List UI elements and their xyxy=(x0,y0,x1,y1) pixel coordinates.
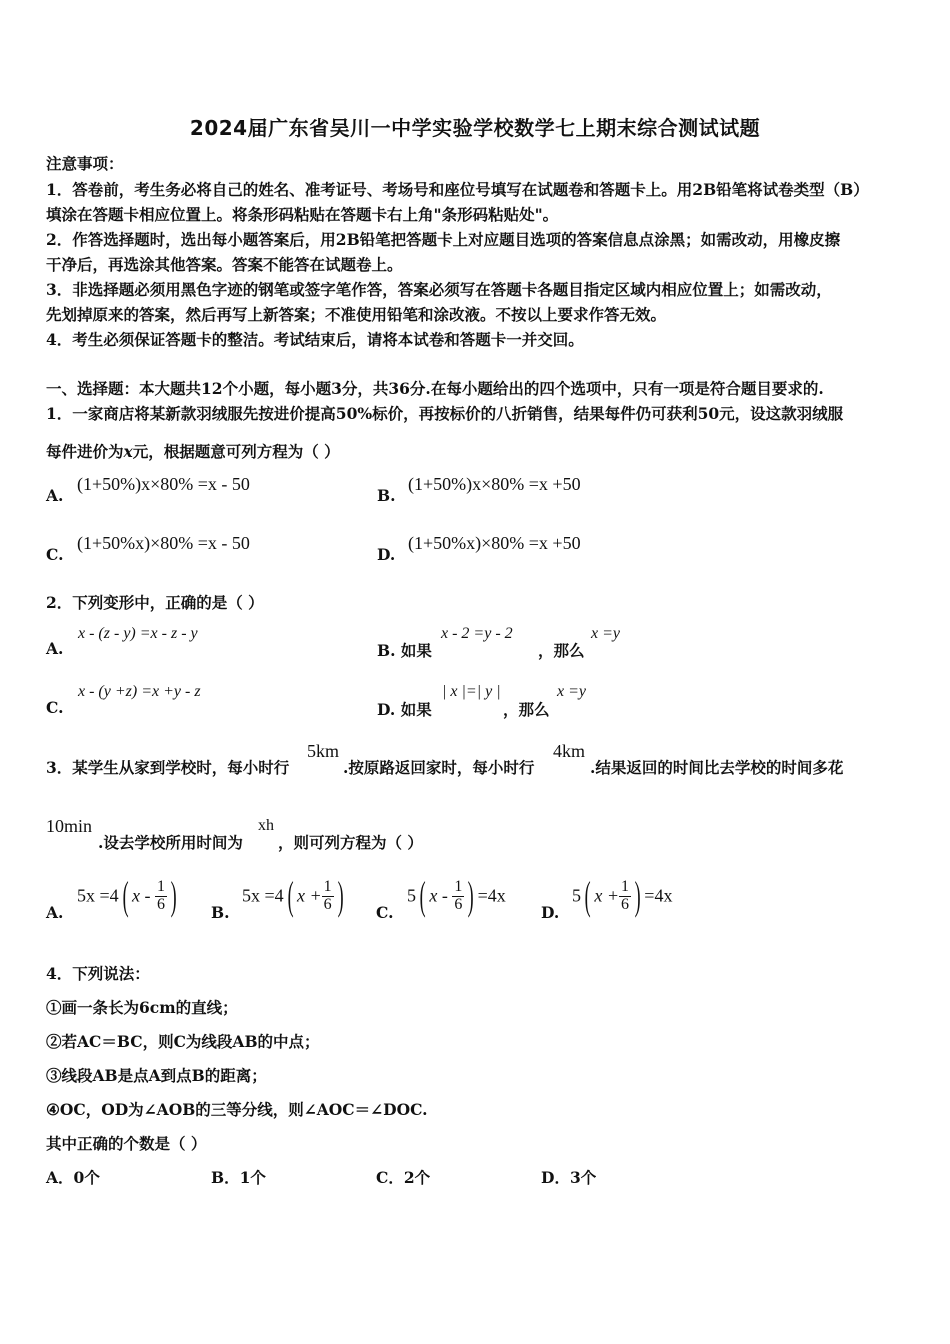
q3-stem-part5: ，则可列方程为（ ） xyxy=(278,833,423,852)
q3-option-d-label[interactable]: D. xyxy=(541,903,560,922)
q2-option-a-expr[interactable]: x - (z - y) =x - z - y xyxy=(78,625,198,642)
q3-d-paren-close: ) xyxy=(634,873,641,918)
q4-question: 其中正确的个数是（ ） xyxy=(46,1134,207,1153)
q3-b-numerator: 1 xyxy=(323,877,332,895)
q2-option-d-then: ，那么 xyxy=(503,700,550,719)
q1-variable: x xyxy=(123,442,133,461)
q1-option-c-expr[interactable]: (1+50%x)×80% =x - 50 xyxy=(77,533,250,553)
q3-stem-part3: .结果返回的时间比去学校的时间多花 xyxy=(590,758,844,777)
q4-stem: 4．下列说法： xyxy=(46,964,150,983)
q3-c-paren-close: ) xyxy=(467,873,474,918)
q3-stem-part1: 3．某学生从家到学校时，每小时行 xyxy=(46,758,290,777)
q3-d-denominator: 6 xyxy=(620,895,629,913)
q3-d-paren-open: ( xyxy=(584,873,591,918)
q4-statement-3: ③线段AB是点A到点B的距离； xyxy=(46,1066,267,1085)
page-title: 2024届广东省吴川一中学实验学校数学七上期末综合测试试题 xyxy=(189,116,761,140)
q3-a-paren-close: ) xyxy=(170,873,177,918)
notice-heading: 注意事项： xyxy=(46,154,124,173)
notice-line: 干净后，再选涂其他答案。答案不能答在试题卷上。 xyxy=(46,255,403,274)
q3-option-a-expr[interactable] xyxy=(77,873,180,918)
q3-c-left: 5 xyxy=(407,885,416,906)
q2-option-b-letter: B. xyxy=(377,641,396,660)
q3-b-inner: x + xyxy=(296,885,322,906)
q4-option-d-label: D． xyxy=(541,1168,570,1187)
q2-option-c-label[interactable]: C. xyxy=(46,698,64,717)
q2-option-a-label[interactable]: A. xyxy=(46,639,64,658)
q2-option-b-if: 如果 xyxy=(400,641,432,660)
q1-option-d-expr[interactable]: (1+50%x)×80% =x +50 xyxy=(408,533,581,553)
q2-option-b-label[interactable] xyxy=(377,639,432,661)
q4-option-c[interactable] xyxy=(376,1166,430,1188)
q3-stem-part2: .按原路返回家时，每小时行 xyxy=(343,758,535,777)
q2-option-d-label[interactable] xyxy=(377,698,432,720)
q4-statement-4: ④OC，OD为∠AOB的三等分线，则∠AOC＝∠DOC. xyxy=(46,1100,428,1119)
q3-option-a-label[interactable]: A. xyxy=(46,903,64,922)
q2-option-d-if: 如果 xyxy=(400,700,432,719)
q3-a-denominator: 6 xyxy=(156,895,165,913)
q3-b-left: 5x =4 xyxy=(242,885,284,906)
q3-a-fraction xyxy=(155,879,167,914)
q1-option-a-expr[interactable]: (1+50%)x×80% =x - 50 xyxy=(77,474,250,494)
q2-option-d-result[interactable]: x =y xyxy=(557,683,586,700)
q1-option-a-label[interactable]: A. xyxy=(46,486,64,505)
q3-speed-out: 5km xyxy=(307,741,340,761)
q3-d-right: =4x xyxy=(644,885,673,906)
q3-d-inner: x + xyxy=(594,885,619,906)
q4-option-d[interactable] xyxy=(541,1166,596,1188)
q4-statement-1: ①画一条长为6cm的直线； xyxy=(46,998,238,1017)
notice-line: 先划掉原来的答案，然后再写上新答案；不准使用铅笔和涂改液。不按以上要求作答无效。 xyxy=(46,305,667,324)
q3-speed-back: 4km xyxy=(553,741,586,761)
q3-option-c-expr[interactable] xyxy=(407,873,506,918)
q1-stem-text: 元，根据题意可列方程为（ ） xyxy=(132,442,340,461)
q2-option-b-condition[interactable]: x - 2 =y - 2 xyxy=(441,625,513,642)
q3-c-numerator: 1 xyxy=(454,877,463,895)
q1-stem-text: 每件进价为 xyxy=(46,442,124,461)
q3-a-paren-open: ( xyxy=(122,873,129,918)
q2-option-c-expr[interactable]: x - (y +z) =x +y - z xyxy=(78,683,201,700)
q4-option-b-text: 1个 xyxy=(239,1168,266,1187)
q1-option-c-label[interactable]: C. xyxy=(46,545,64,564)
q4-statement-2: ②若AC＝BC，则C为线段AB的中点； xyxy=(46,1032,320,1051)
q4-option-d-text: 3个 xyxy=(569,1168,597,1187)
q2-option-b-then: ，那么 xyxy=(538,641,585,660)
q3-extra-time: 10min xyxy=(46,816,93,836)
q3-a-left: 5x =4 xyxy=(77,885,119,906)
q2-option-d-condition[interactable]: | x |=| y | xyxy=(442,683,501,700)
notice-line: 填涂在答题卡相应位置上。将条形码粘贴在答题卡右上角"条形码粘贴处"。 xyxy=(46,205,559,224)
q2-stem: 2．下列变形中，正确的是（ ） xyxy=(46,593,264,612)
q4-option-a-label: A． xyxy=(46,1168,74,1187)
q3-c-denominator: 6 xyxy=(454,895,463,913)
q3-b-fraction xyxy=(322,879,334,914)
q2-option-d-letter: D. xyxy=(377,700,396,719)
q3-option-b-expr[interactable] xyxy=(242,873,347,918)
q3-option-b-label[interactable]: B. xyxy=(211,903,230,922)
q3-c-fraction xyxy=(452,879,464,914)
q3-c-inner: x - xyxy=(429,885,448,906)
q4-option-c-label: C． xyxy=(376,1168,404,1187)
notice-line: 4．考生必须保证答题卡的整洁。考试结束后，请将本试卷和答题卡一并交回。 xyxy=(46,330,584,349)
q4-option-a-text: 0个 xyxy=(73,1168,100,1187)
q3-d-fraction xyxy=(619,879,631,914)
q1-stem-line1: 1．一家商店将某新款羽绒服先按进价提高50%标价，再按标价的八折销售，结果每件仍可获利50元，设这款羽绒服 xyxy=(46,404,844,423)
q3-a-inner: x - xyxy=(131,885,151,906)
q3-time-variable: xh xyxy=(258,817,274,834)
q3-stem-part4: .设去学校所用时间为 xyxy=(98,833,243,852)
q3-c-right: =4x xyxy=(477,885,506,906)
q3-option-c-label[interactable]: C. xyxy=(376,903,394,922)
q1-option-b-expr[interactable]: (1+50%)x×80% =x +50 xyxy=(408,474,581,494)
q4-option-a[interactable] xyxy=(46,1166,100,1188)
notice-line: 3．非选择题必须用黑色字迹的钢笔或签字笔作答，答案必须写在答题卡各题目指定区域内相应位置上；如需改动， xyxy=(46,280,832,299)
q3-b-paren-open: ( xyxy=(287,873,294,918)
notice-line: 2．作答选择题时，选出每小题答案后，用2B铅笔把答题卡上对应题目选项的答案信息点涂黑；如需改动，用橡皮擦 xyxy=(46,230,841,249)
section-heading: 一、选择题：本大题共12个小题，每小题3分，共36分.在每小题给出的四个选项中，只有一项是符合题目要求的. xyxy=(46,379,824,398)
q3-b-paren-close: ) xyxy=(337,873,344,918)
q3-a-numerator: 1 xyxy=(156,877,165,895)
q3-c-paren-open: ( xyxy=(419,873,426,918)
q3-option-d-expr[interactable] xyxy=(572,873,673,918)
q1-stem-line2 xyxy=(46,440,340,462)
q3-d-numerator: 1 xyxy=(620,877,629,895)
q4-option-b-label: B． xyxy=(211,1168,240,1187)
q1-option-b-label[interactable]: B. xyxy=(377,486,396,505)
q1-option-d-label[interactable]: D. xyxy=(377,545,396,564)
q2-option-b-result[interactable]: x =y xyxy=(591,625,620,642)
q3-b-denominator: 6 xyxy=(323,895,332,913)
q4-option-c-text: 2个 xyxy=(403,1168,431,1187)
notice-line: 1．答卷前，考生务必将自己的姓名、准考证号、考场号和座位号填写在试题卷和答题卡上。用2B铅笔将试卷类型（B） xyxy=(46,180,869,199)
q3-d-left: 5 xyxy=(572,885,581,906)
q4-option-b[interactable] xyxy=(211,1166,266,1188)
